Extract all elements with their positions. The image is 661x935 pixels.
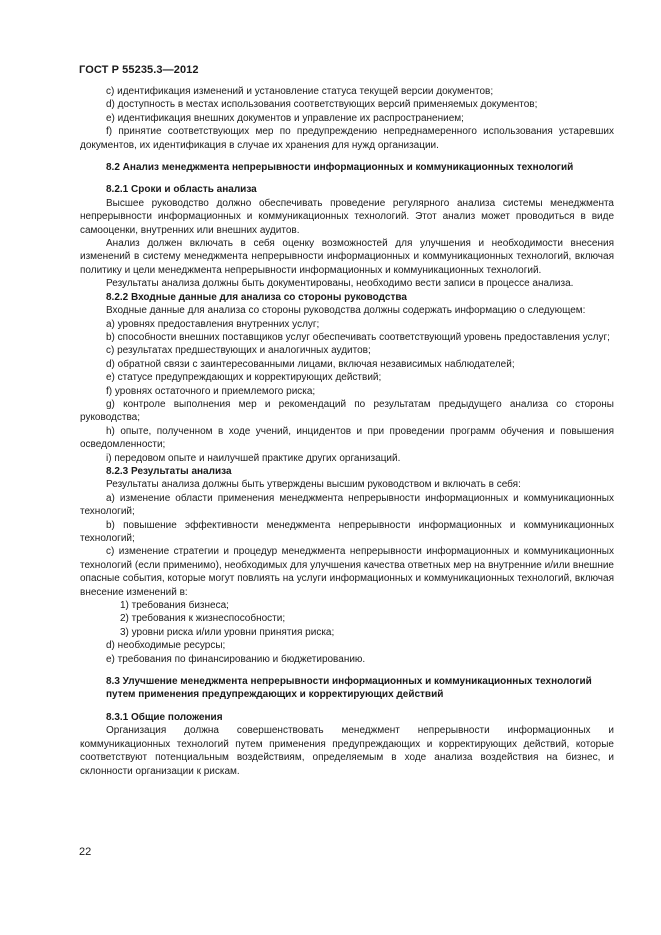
list-item: c) изменение стратегии и процедур менеджмента непрерывности информационных и коммуникационных технологий (если применимо), необходимых для улучшения качества ответных мер на внутренние и/или внешние опасные события, которые могут повлиять на услуги информационных и коммуникационных технологий, включая внесение изменений в: (80, 546, 614, 598)
list-item: d) необходимые ресурсы; (106, 640, 226, 652)
list-item: b) повышение эффективности менеджмента непрерывности информационных и коммуникационных технологий; (80, 519, 614, 544)
paragraph: Результаты анализа должны быть утверждены высшим руководством и включать в себя: (106, 479, 521, 491)
paragraph: Результаты анализа должны быть документированы, необходимо вести записи в процессе анализа. (106, 278, 574, 290)
section-heading-8-2-1: 8.2.1 Сроки и область анализа (106, 184, 257, 196)
standard-code: ГОСТ Р 55235.3—2012 (79, 64, 199, 76)
list-item: h) опыте, полученном в ходе учений, инцидентов и при проведении программ обучения и повышения осведомленности; (80, 425, 614, 451)
paragraph: Организация должна совершенствовать менеджмент непрерывности информационных и коммуникационных технологий путем применения предупреждающих и корректирующих действий, которые соответствуют потенциальным воздействиям, определяемым в ходе анализа воздействия на бизнес, и склонности организации к рискам. (80, 725, 614, 777)
list-item: b) способности внешних поставщиков услуг обеспечивать соответствующий уровень предоставления услуг; (106, 331, 610, 343)
list-item: c) идентификация изменений и установление статуса текущей версии документов; (106, 86, 494, 97)
list-item: i) передовом опыте и наилучшей практике других организаций. (106, 452, 401, 464)
section-heading-8-2: 8.2 Анализ менеджмента непрерывности информационных и коммуникационных технологий (106, 162, 574, 174)
section-heading-8-2-3: 8.2.3 Результаты анализа (106, 465, 232, 477)
section-heading-8-2-2: 8.2.2 Входные данные для анализа со стороны руководства (106, 291, 407, 303)
list-item: e) идентификация внешних документов и управление их распространением; (106, 112, 464, 124)
list-item: f) уровнях остаточного и приемлемого риска; (106, 385, 316, 397)
list-item: d) обратной связи с заинтересованными лицами, включая независимых наблюдателей; (106, 358, 515, 370)
sub-list-item: 2) требования к жизнеспособности; (120, 613, 286, 625)
list-item: e) требования по финансированию и бюджетированию. (106, 653, 366, 665)
list-item: a) уровнях предоставления внутренних услуг; (106, 318, 320, 330)
sub-list-item: 3) уровни риска и/или уровни принятия риска; (120, 626, 335, 638)
paragraph: Входные данные для анализа со стороны руководства должны содержать информацию о следующем: (106, 305, 586, 317)
section-heading-8-3: 8.3 Улучшение менеджмента непрерывности информационных и коммуникационных технологий путем применения предупреждающих и корректирующих действий (106, 676, 592, 701)
list-item: e) статусе предупреждающих и корректирующих действий; (106, 372, 382, 384)
sub-list-item: 1) требования бизнеса; (120, 600, 229, 612)
list-item: d) доступность в местах использования соответствующих версий применяемых документов; (106, 99, 538, 111)
list-item: c) результатах предшествующих и аналогичных аудитов; (106, 345, 371, 357)
list-item: g) контроле выполнения мер и рекомендаций по результатам предыдущего анализа со стороны руководства; (80, 398, 614, 424)
page-number: 22 (79, 846, 92, 858)
list-item: f) принятие соответствующих мер по предупреждению непреднамеренного использования устаревших документов, их идентификация в случае их хранения для нужд организации. (80, 126, 614, 151)
list-item: a) изменение области применения менеджмента непрерывности информационных и коммуникационных технологий; (80, 492, 614, 518)
paragraph: Анализ должен включать в себя оценку возможностей для улучшения и необходимости внесения изменений в систему менеджмента непрерывности информационных и коммуникационных технологий, включая политику и цели менеджмента непрерывности информационных и коммуникационных технологий. (80, 238, 614, 276)
document-body (80, 85, 614, 778)
paragraph: Высшее руководство должно обеспечивать проведение регулярного анализа системы менеджмента непрерывности информационных и коммуникационных технологий. Этот анализ может проводиться в виде самооценки, внутренних или внешних аудитов. (80, 197, 614, 236)
section-heading-8-3-1: 8.3.1 Общие положения (106, 711, 223, 723)
